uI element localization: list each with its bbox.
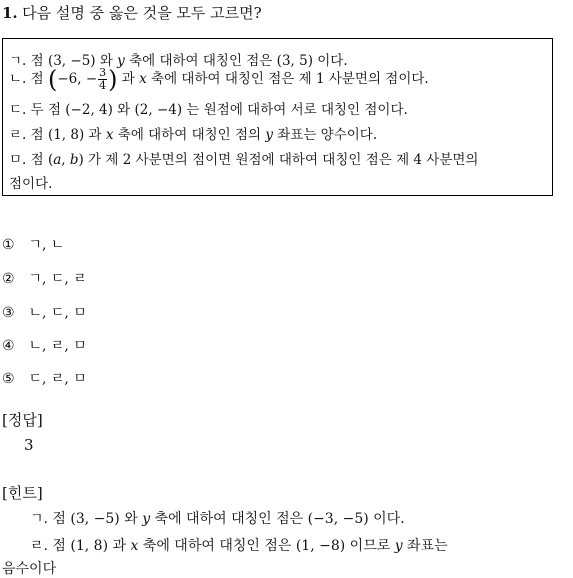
question-header: [2, 2, 262, 23]
option-4: [2, 335, 87, 355]
option-2-marker: ②: [2, 271, 15, 287]
option-3: [2, 302, 87, 322]
option-4-text: ㄴ, ㄹ, ㅁ: [28, 338, 87, 354]
hint-line-3: 음수이다: [2, 561, 57, 577]
statement-2-suffix: 과 𝑥 축에 대하여 대칭인 점은 제 1 사분면의 점이다.: [117, 71, 429, 87]
option-4-marker: ④: [2, 338, 15, 354]
option-3-text: ㄴ, ㄷ, ㅁ: [28, 305, 87, 321]
statement-2: [9, 67, 429, 92]
option-2: [2, 268, 87, 288]
option-5-text: ㄷ, ㄹ, ㅁ: [28, 371, 87, 387]
hint-label: [힌트]: [2, 484, 43, 502]
question-text: 다음 설명 중 옳은 것을 모두 고르면?: [22, 4, 262, 22]
option-5: [2, 368, 87, 388]
statement-5: ㅁ. 점 (𝑎, 𝑏) 가 제 2 사분면의 점이면 원점에 대하여 대칭인 점은 제 4 사분면의: [9, 152, 479, 168]
right-paren: ): [108, 65, 118, 94]
statement-box: [2, 38, 553, 196]
statement-5-cont: 점이다.: [9, 176, 53, 192]
question-number: 1.: [2, 4, 18, 22]
answer-label: [정답]: [2, 411, 43, 429]
fraction-denominator: 4: [99, 79, 107, 92]
statement-2-prefix: ㄴ. 점: [9, 71, 48, 87]
option-1: [2, 234, 64, 254]
option-1-text: ㄱ, ㄴ: [28, 237, 65, 253]
option-1-marker: ①: [2, 237, 15, 253]
statement-3: ㄷ. 두 점 (−2, 4) 와 (2, −4) 는 원점에 대하여 서로 대칭인 점이다.: [9, 102, 408, 118]
statement-2-frac-pre: −6, −: [57, 71, 98, 87]
hint-line-2: ㄹ. 점 (1, 8) 과 𝑥 축에 대하여 대칭인 점은 (1, −8) 이므로 𝑦 좌표는: [30, 538, 448, 554]
hint-line-1: ㄱ. 점 (3, −5) 와 𝑦 축에 대하여 대칭인 점은 (−3, −5) 이다.: [30, 511, 405, 527]
answer-value: 3: [24, 436, 34, 454]
option-5-marker: ⑤: [2, 371, 15, 387]
option-3-marker: ③: [2, 305, 15, 321]
left-paren: (: [47, 65, 58, 94]
statement-4: ㄹ. 점 (1, 8) 과 𝑥 축에 대하여 대칭인 점의 𝑦 좌표는 양수이다.: [9, 127, 378, 143]
option-2-text: ㄱ, ㄷ, ㄹ: [28, 271, 87, 287]
statement-1: ㄱ. 점 (3, −5) 와 𝑦 축에 대하여 대칭인 점은 (3, 5) 이다.: [9, 53, 348, 69]
fraction: [98, 67, 107, 92]
fraction-numerator: 3: [99, 66, 107, 79]
